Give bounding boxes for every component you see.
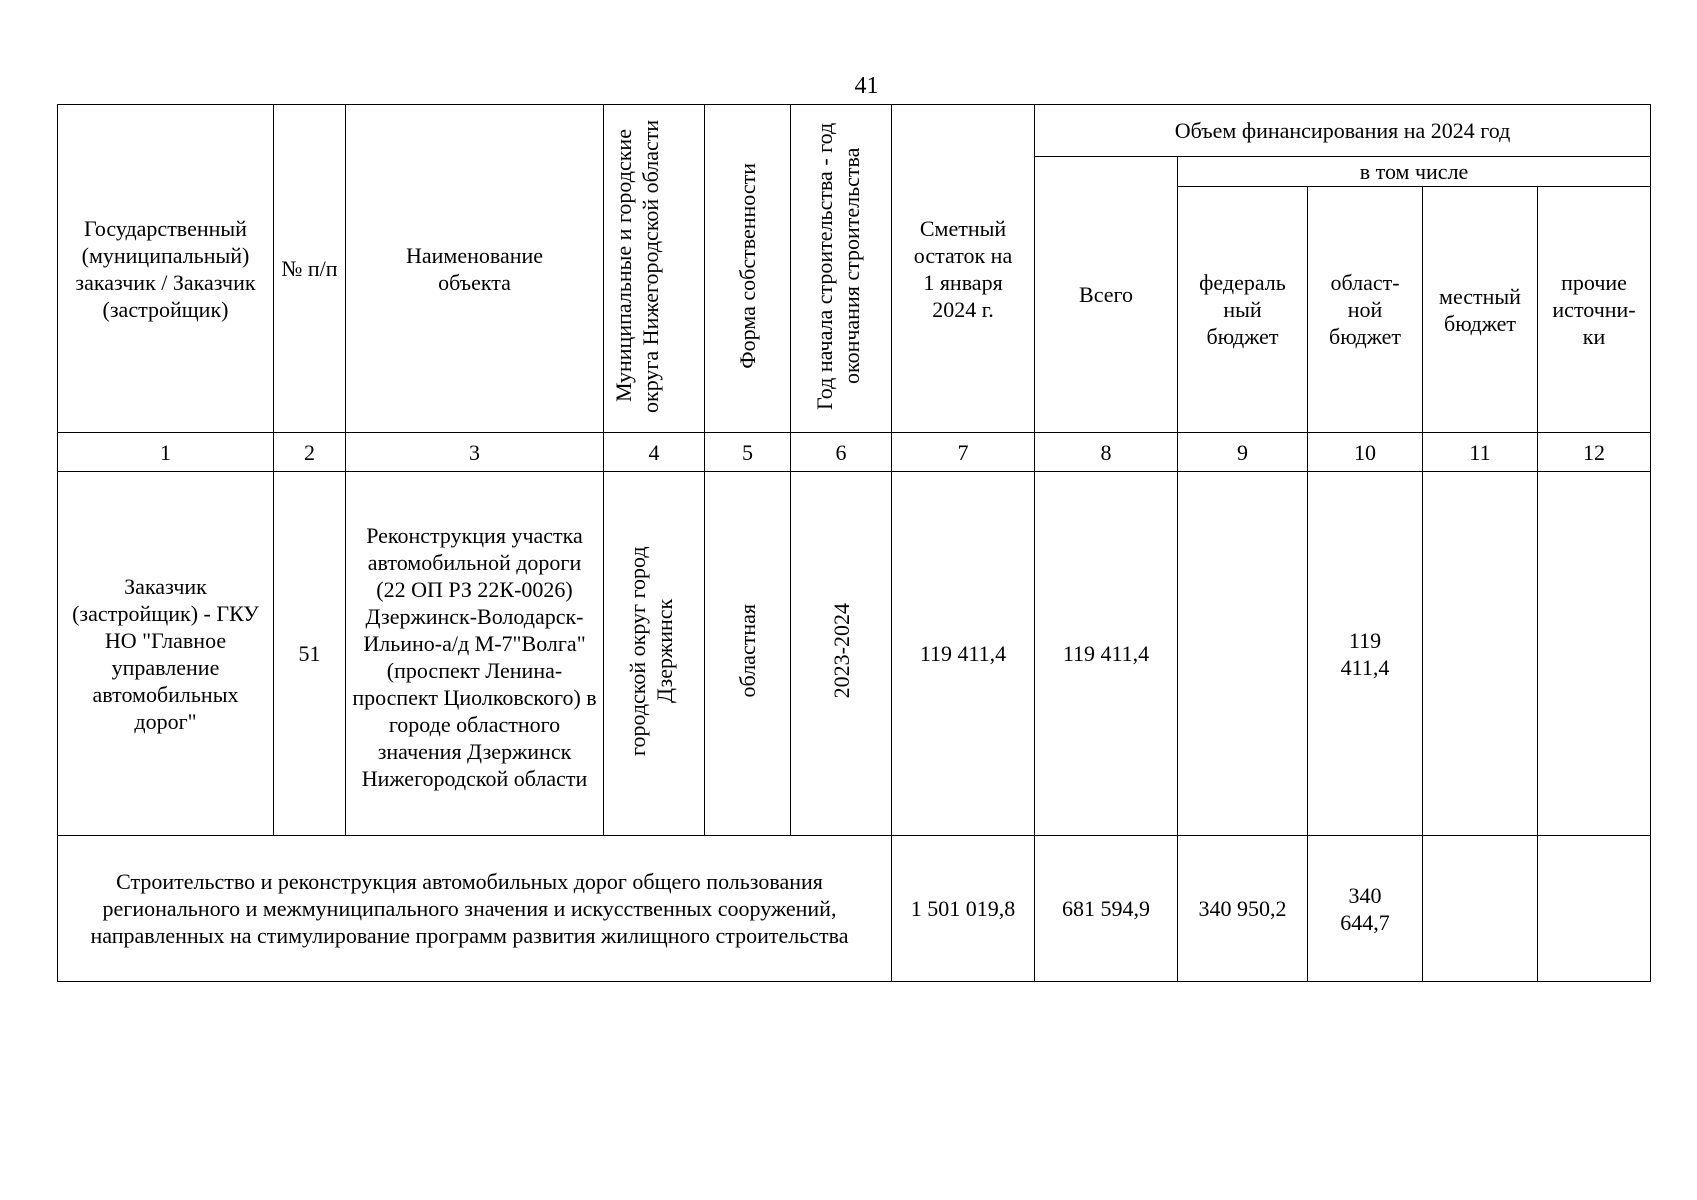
header-ownership — [705, 105, 791, 433]
column-number: 6 — [791, 433, 892, 472]
header-years-text: Год начала строительства - год окончания строительства — [812, 121, 864, 410]
header-total: Всего — [1035, 157, 1178, 433]
summary-label: Строительство и реконструкция автомобильных дорог общего пользования регионального и межмуниципального значения и искусственных сооружений, направленных на стимулирование программ развития жилищного строительства — [58, 836, 892, 982]
header-number: № п/п — [274, 105, 346, 433]
row-object-name: Реконструкция участка автомобильной дороги (22 ОП РЗ 22К-0026) Дзержинск-Володарск-Ильино-а/д М-7"Волга" (проспект Ленина-проспект Циолковского) в городе областного значения Дзержинск Нижегородской области — [346, 472, 604, 836]
row-local — [1423, 472, 1538, 836]
row-ownership — [705, 472, 791, 836]
header-ownership-text: Форма собственности — [735, 162, 760, 369]
header-municipalities — [604, 105, 705, 433]
row-other — [1538, 472, 1651, 836]
header-other: прочие источни- ки — [1538, 187, 1651, 433]
row-estimate-remainder: 119 411,4 — [892, 472, 1035, 836]
row-years-text: 2023-2024 — [828, 602, 854, 699]
page-number: 41 — [854, 73, 879, 99]
column-number: 5 — [705, 433, 791, 472]
row-total: 119 411,4 — [1035, 472, 1178, 836]
row-regional: 119 411,4 — [1308, 472, 1423, 836]
row-years — [791, 472, 892, 836]
row-ownership-text: областная — [735, 603, 760, 698]
header-local: местный бюджет — [1423, 187, 1538, 433]
table-row — [58, 472, 1651, 836]
header-object-name: Наименование объекта — [346, 105, 604, 433]
header-municipalities-text: Муниципальные и городские округа Нижегородской области — [611, 118, 663, 413]
header-including: в том числе — [1178, 157, 1651, 187]
column-number: 12 — [1538, 433, 1651, 472]
column-number: 8 — [1035, 433, 1178, 472]
column-number: 3 — [346, 433, 604, 472]
header-customer: Государственный (муниципальный) заказчик / Заказчик (застройщик) — [58, 105, 274, 433]
column-number: 1 — [58, 433, 274, 472]
column-number: 9 — [1178, 433, 1308, 472]
column-number: 4 — [604, 433, 705, 472]
summary-row — [58, 836, 1651, 982]
header-financing: Объем финансирования на 2024 год — [1035, 105, 1651, 157]
header-years — [791, 105, 892, 433]
row-number: 51 — [274, 472, 346, 836]
summary-local — [1423, 836, 1538, 982]
financing-table — [57, 104, 1651, 982]
column-number: 10 — [1308, 433, 1423, 472]
summary-estimate-remainder: 1 501 019,8 — [892, 836, 1035, 982]
summary-regional: 340 644,7 — [1308, 836, 1423, 982]
column-number: 2 — [274, 433, 346, 472]
row-municipality — [604, 472, 705, 836]
header-federal: федераль ный бюджет — [1178, 187, 1308, 433]
row-municipality-text: городской округ город Дзержинск — [625, 545, 677, 756]
summary-federal: 340 950,2 — [1178, 836, 1308, 982]
summary-other — [1538, 836, 1651, 982]
row-federal — [1178, 472, 1308, 836]
header-regional: област- ной бюджет — [1308, 187, 1423, 433]
column-number: 11 — [1423, 433, 1538, 472]
header-estimate-remainder: Сметный остаток на 1 января 2024 г. — [892, 105, 1035, 433]
column-number: 7 — [892, 433, 1035, 472]
column-numbers-row — [58, 433, 1651, 472]
row-customer: Заказчик (застройщик) - ГКУ НО "Главное управление автомобильных дорог" — [58, 472, 274, 836]
summary-total: 681 594,9 — [1035, 836, 1178, 982]
